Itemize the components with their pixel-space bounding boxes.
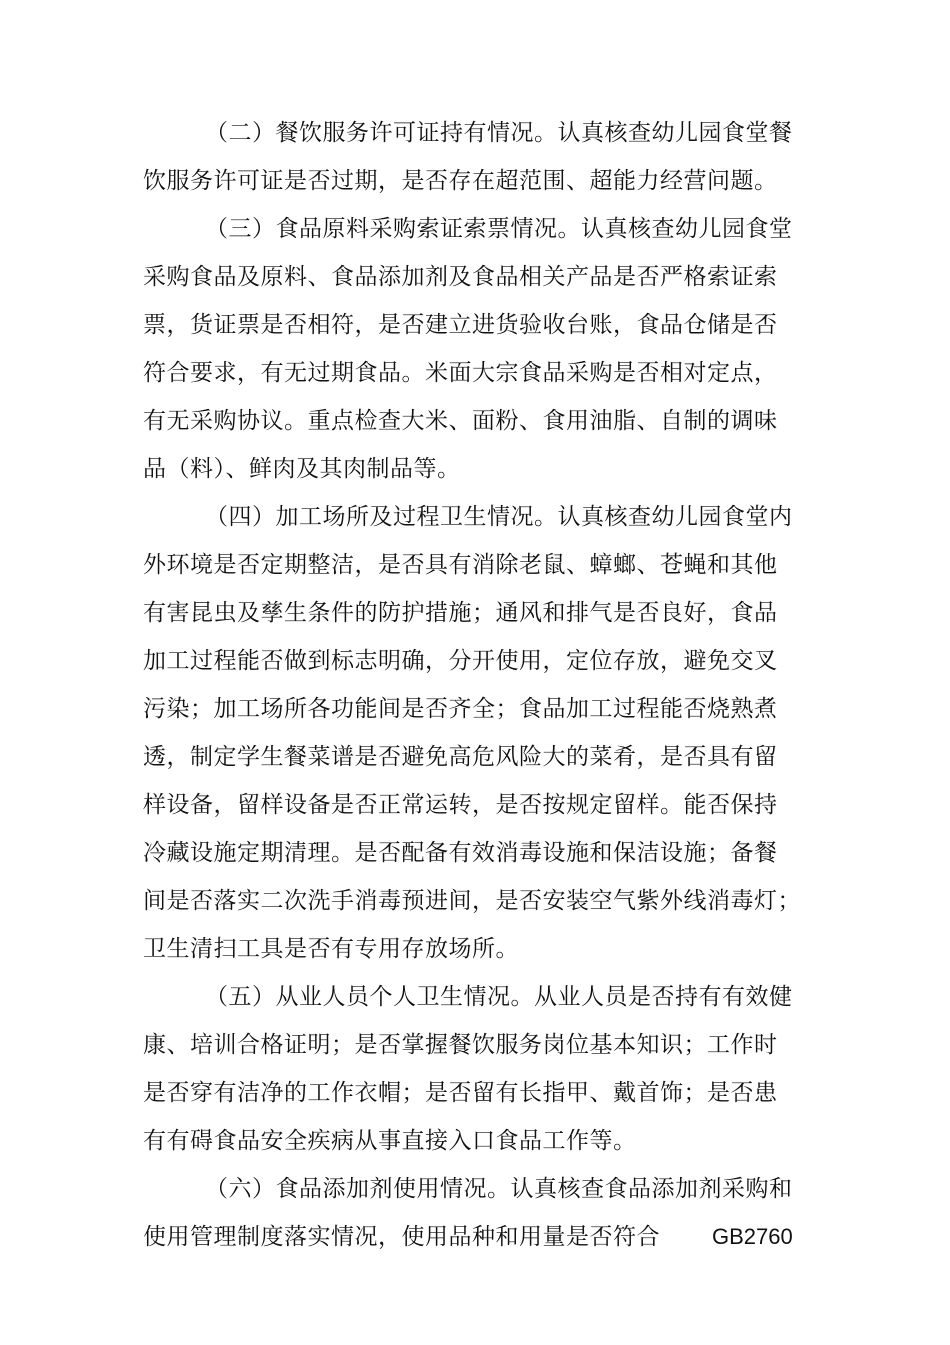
paragraph-4-line-8: 冷藏设施定期清理。是否配备有效消毒设施和保洁设施；备餐	[143, 840, 778, 866]
paragraph-3-line-5: 有无采购协议。重点检查大米、面粉、食用油脂、自制的调味	[143, 408, 778, 434]
paragraph-3-line-4: 符合要求，有无过期食品。米面大宗食品采购是否相对定点，	[143, 360, 778, 386]
paragraph-4-line-9: 间是否落实二次洗手消毒预进间，是否安装空气紫外线消毒灯；	[143, 888, 801, 914]
paragraph-4-line-3: 有害昆虫及孳生条件的防护措施；通风和排气是否良好，食品	[143, 600, 778, 626]
paragraph-6-line-1: （六）食品添加剂使用情况。认真核查食品添加剂采购和	[205, 1176, 793, 1202]
paragraph-2-line-1: （二）餐饮服务许可证持有情况。认真核查幼儿园食堂餐	[205, 120, 793, 146]
paragraph-4-line-7: 样设备，留样设备是否正常运转，是否按规定留样。能否保持	[143, 792, 778, 818]
paragraph-4-line-10: 卫生清扫工具是否有专用存放场所。	[143, 936, 519, 962]
paragraph-2-line-2: 饮服务许可证是否过期，是否存在超范围、超能力经营问题。	[143, 168, 778, 194]
paragraph-5-line-1: （五）从业人员个人卫生情况。从业人员是否持有有效健	[205, 984, 793, 1010]
paragraph-6-line-2: 使用管理制度落实情况，使用品种和用量是否符合	[143, 1224, 660, 1250]
paragraph-4-line-5: 污染；加工场所各功能间是否齐全；食品加工过程能否烧熟煮	[143, 696, 778, 722]
paragraph-4-line-2: 外环境是否定期整洁，是否具有消除老鼠、蟑螂、苍蝇和其他	[143, 552, 778, 578]
paragraph-4-line-4: 加工过程能否做到标志明确，分开使用，定位存放，避免交叉	[143, 648, 778, 674]
paragraph-5-line-2: 康、培训合格证明；是否掌握餐饮服务岗位基本知识；工作时	[143, 1032, 778, 1058]
standard-code: GB2760	[712, 1224, 793, 1249]
paragraph-4-line-1: （四）加工场所及过程卫生情况。认真核查幼儿园食堂内	[205, 504, 793, 530]
paragraph-4-line-6: 透，制定学生餐菜谱是否避免高危风险大的菜肴，是否具有留	[143, 744, 778, 770]
paragraph-5-line-3: 是否穿有洁净的工作衣帽；是否留有长指甲、戴首饰；是否患	[143, 1080, 778, 1106]
paragraph-3-line-1: （三）食品原料采购索证索票情况。认真核查幼儿园食堂	[205, 216, 793, 242]
paragraph-3-line-6: 品（料）、鲜肉及其肉制品等。	[143, 456, 461, 482]
paragraph-5-line-4: 有有碍食品安全疾病从事直接入口食品工作等。	[143, 1128, 637, 1154]
paragraph-3-line-2: 采购食品及原料、食品添加剂及食品相关产品是否严格索证索	[143, 264, 778, 290]
paragraph-3-line-3: 票，货证票是否相符，是否建立进货验收台账，食品仓储是否	[143, 312, 778, 338]
